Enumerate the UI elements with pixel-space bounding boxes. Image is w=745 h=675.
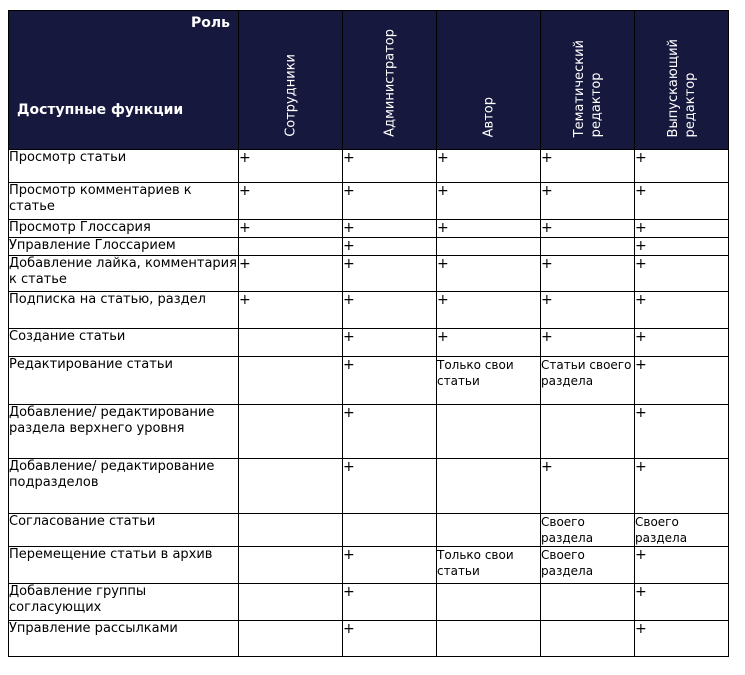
permission-mark-cell: +	[635, 292, 729, 329]
function-cell: Добавление группы согласующих	[9, 584, 239, 621]
function-cell: Управление рассылками	[9, 621, 239, 657]
permission-note-cell: Своего раздела	[541, 547, 635, 584]
header-corner-cell	[9, 11, 239, 150]
permission-mark-cell	[239, 584, 343, 621]
permission-mark-cell: +	[343, 220, 437, 238]
table-row	[9, 547, 729, 584]
permission-mark-cell	[437, 514, 541, 547]
access-matrix-table	[8, 10, 729, 657]
role-name: Тематический редактор	[571, 39, 604, 137]
permission-mark-cell: +	[635, 547, 729, 584]
permission-mark-cell: +	[541, 150, 635, 183]
function-cell: Просмотр статьи	[9, 150, 239, 183]
permission-mark-cell: +	[343, 405, 437, 459]
permission-mark-cell: +	[635, 256, 729, 292]
permission-mark-cell: +	[343, 238, 437, 256]
permission-mark-cell	[541, 405, 635, 459]
permission-mark-cell: +	[343, 547, 437, 584]
role-header-author	[437, 11, 541, 150]
table-row	[9, 329, 729, 357]
permission-mark-cell: +	[239, 183, 343, 220]
permission-note-cell: Только свои статьи	[437, 357, 541, 405]
permission-mark-cell: +	[343, 621, 437, 657]
permission-note-cell: Своего раздела	[635, 514, 729, 547]
permission-mark-cell: +	[343, 329, 437, 357]
permission-mark-cell	[239, 329, 343, 357]
role-header-admin	[343, 11, 437, 150]
table-row	[9, 357, 729, 405]
function-cell: Управление Глоссарием	[9, 238, 239, 256]
permission-mark-cell: +	[635, 621, 729, 657]
function-cell: Просмотр комментариев к статье	[9, 183, 239, 220]
permission-mark-cell	[239, 547, 343, 584]
permission-mark-cell: +	[437, 183, 541, 220]
permission-mark-cell	[343, 514, 437, 547]
permission-mark-cell	[239, 514, 343, 547]
permission-mark-cell: +	[437, 256, 541, 292]
permission-mark-cell	[239, 405, 343, 459]
permission-mark-cell: +	[635, 357, 729, 405]
permission-mark-cell: +	[343, 584, 437, 621]
permission-mark-cell: +	[541, 256, 635, 292]
function-cell: Добавление/ редактирование раздела верхнего уровня	[9, 405, 239, 459]
permission-mark-cell: +	[541, 292, 635, 329]
permission-mark-cell	[239, 459, 343, 514]
role-name: Сотрудники	[283, 54, 298, 137]
permission-mark-cell: +	[635, 329, 729, 357]
role-name: Администратор	[382, 29, 397, 137]
function-cell: Добавление/ редактирование подразделов	[9, 459, 239, 514]
function-cell: Создание статьи	[9, 329, 239, 357]
permission-mark-cell	[239, 357, 343, 405]
table-row	[9, 459, 729, 514]
permission-mark-cell: +	[239, 220, 343, 238]
permission-mark-cell	[437, 584, 541, 621]
table-row	[9, 150, 729, 183]
permission-mark-cell: +	[343, 150, 437, 183]
permission-mark-cell: +	[635, 459, 729, 514]
permission-mark-cell: +	[239, 292, 343, 329]
table-row	[9, 183, 729, 220]
permission-mark-cell	[541, 621, 635, 657]
table-row	[9, 514, 729, 547]
role-header-topic-editor	[541, 11, 635, 150]
permission-mark-cell: +	[635, 405, 729, 459]
permission-mark-cell: +	[635, 584, 729, 621]
table-row	[9, 256, 729, 292]
permission-mark-cell: +	[541, 183, 635, 220]
table-row	[9, 238, 729, 256]
permission-mark-cell	[239, 238, 343, 256]
permission-mark-cell: +	[437, 150, 541, 183]
function-cell: Согласование статьи	[9, 514, 239, 547]
function-cell: Добавление лайка, комментария к статье	[9, 256, 239, 292]
permission-mark-cell: +	[343, 459, 437, 514]
role-label: Роль	[191, 15, 230, 31]
permission-mark-cell	[437, 621, 541, 657]
role-header-release-editor	[635, 11, 729, 150]
functions-label: Доступные функции	[17, 102, 184, 118]
function-cell: Перемещение статьи в архив	[9, 547, 239, 584]
function-cell: Редактирование статьи	[9, 357, 239, 405]
function-cell: Подписка на статью, раздел	[9, 292, 239, 329]
permission-mark-cell: +	[343, 292, 437, 329]
permission-mark-cell: +	[635, 238, 729, 256]
permission-mark-cell: +	[239, 256, 343, 292]
permission-mark-cell: +	[541, 459, 635, 514]
permission-mark-cell	[541, 238, 635, 256]
permission-note-cell: Только свои статьи	[437, 547, 541, 584]
role-header-employees	[239, 11, 343, 150]
permission-mark-cell: +	[437, 292, 541, 329]
permission-mark-cell	[541, 584, 635, 621]
permission-mark-cell: +	[343, 183, 437, 220]
table-row	[9, 621, 729, 657]
table-row	[9, 220, 729, 238]
role-name: Автор	[481, 96, 496, 137]
table-row	[9, 405, 729, 459]
permission-mark-cell: +	[343, 357, 437, 405]
permission-mark-cell	[239, 621, 343, 657]
permission-mark-cell: +	[437, 329, 541, 357]
permission-mark-cell: +	[541, 220, 635, 238]
permission-note-cell: Своего раздела	[541, 514, 635, 547]
permission-mark-cell: +	[635, 183, 729, 220]
permission-mark-cell	[437, 238, 541, 256]
table-body	[9, 150, 729, 657]
permission-mark-cell: +	[635, 150, 729, 183]
function-cell: Просмотр Глоссария	[9, 220, 239, 238]
header-row	[9, 11, 729, 150]
permission-mark-cell: +	[541, 329, 635, 357]
permission-mark-cell: +	[635, 220, 729, 238]
permission-mark-cell: +	[343, 256, 437, 292]
permission-note-cell: Статьи своего раздела	[541, 357, 635, 405]
table-row	[9, 292, 729, 329]
permission-mark-cell: +	[239, 150, 343, 183]
permission-mark-cell	[437, 405, 541, 459]
table-row	[9, 584, 729, 621]
permission-mark-cell	[437, 459, 541, 514]
permission-mark-cell: +	[437, 220, 541, 238]
role-name: Выпускающий редактор	[665, 38, 698, 137]
